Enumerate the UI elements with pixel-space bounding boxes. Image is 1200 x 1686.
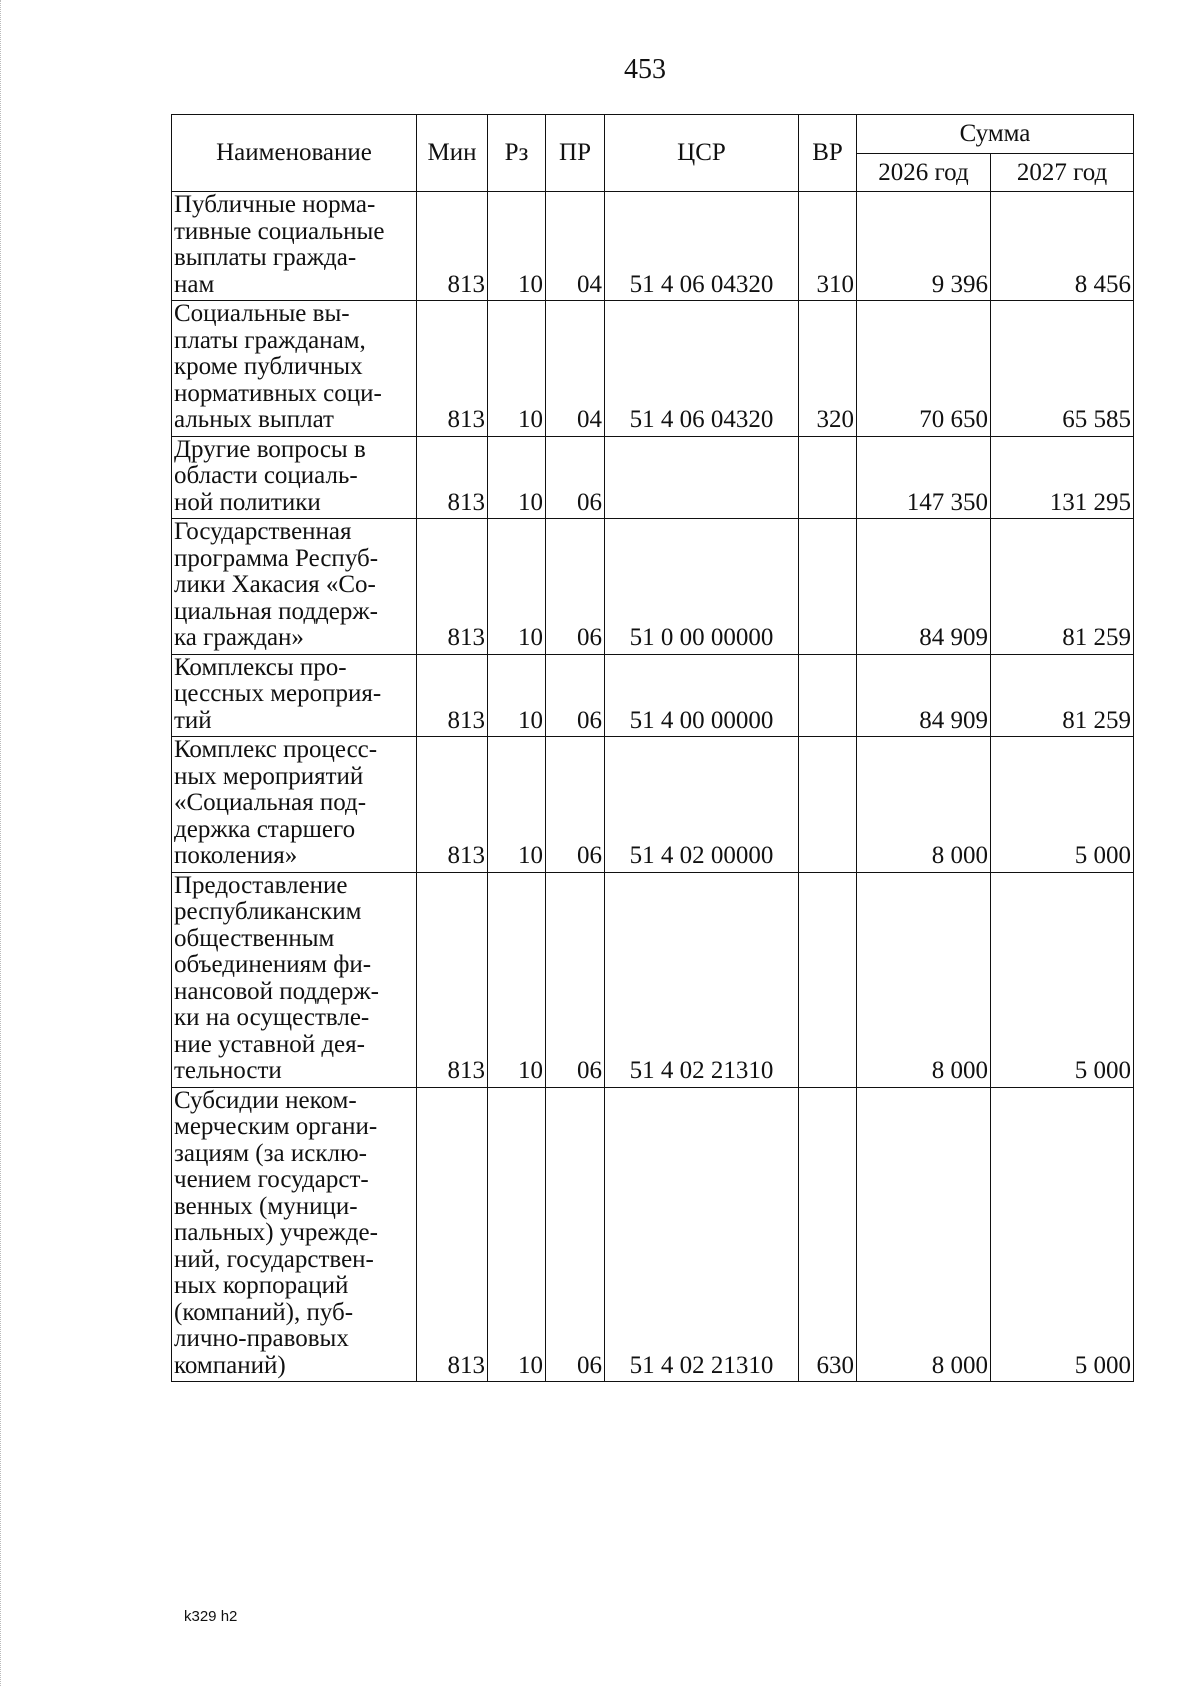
cell-name: Комплексы про- цессных мероприя- тий xyxy=(172,654,417,737)
cell-sum-2027: 65 585 xyxy=(991,301,1134,437)
budget-table xyxy=(171,114,1134,1382)
header-pr: ПР xyxy=(546,115,605,192)
cell-name: Другие вопросы в области социаль- ной политики xyxy=(172,436,417,519)
cell-name: Предоставление республиканским общественным объединениям фи- нансовой поддерж- ки на осуществле- ние уставной дея- тельности xyxy=(172,872,417,1087)
cell-vr xyxy=(799,654,857,737)
cell-sum-2026: 84 909 xyxy=(857,519,991,655)
table-row xyxy=(172,654,1134,737)
cell-rz: 10 xyxy=(488,436,546,519)
table-row xyxy=(172,301,1134,437)
cell-rz: 10 xyxy=(488,519,546,655)
cell-vr: 630 xyxy=(799,1087,857,1382)
cell-csr: 51 0 00 00000 xyxy=(605,519,799,655)
header-year-2026: 2026 год xyxy=(857,154,991,192)
cell-name: Государственная программа Респуб- лики Хакасия «Со- циальная поддерж- ка граждан» xyxy=(172,519,417,655)
cell-name: Публичные норма- тивные социальные выплаты гражда- нам xyxy=(172,192,417,301)
cell-min: 813 xyxy=(417,301,488,437)
cell-sum-2026: 84 909 xyxy=(857,654,991,737)
cell-csr: 51 4 00 00000 xyxy=(605,654,799,737)
cell-min: 813 xyxy=(417,192,488,301)
page-edge xyxy=(0,0,2,1686)
cell-pr: 06 xyxy=(546,1087,605,1382)
cell-pr: 06 xyxy=(546,436,605,519)
header-csr: ЦСР xyxy=(605,115,799,192)
cell-pr: 06 xyxy=(546,737,605,873)
cell-name: Социальные вы- платы гражданам, кроме публичных нормативных соци- альных выплат xyxy=(172,301,417,437)
footer-code: k329 h2 xyxy=(184,1608,238,1625)
cell-min: 813 xyxy=(417,654,488,737)
cell-vr xyxy=(799,737,857,873)
table-row xyxy=(172,737,1134,873)
cell-pr: 04 xyxy=(546,301,605,437)
cell-rz: 10 xyxy=(488,301,546,437)
header-year-2027: 2027 год xyxy=(991,154,1134,192)
header-rz: Рз xyxy=(488,115,546,192)
cell-min: 813 xyxy=(417,872,488,1087)
cell-rz: 10 xyxy=(488,872,546,1087)
table-row xyxy=(172,192,1134,301)
table-body xyxy=(172,192,1134,1382)
cell-sum-2026: 8 000 xyxy=(857,1087,991,1382)
cell-sum-2026: 70 650 xyxy=(857,301,991,437)
cell-sum-2027: 131 295 xyxy=(991,436,1134,519)
cell-min: 813 xyxy=(417,519,488,655)
header-vr: ВР xyxy=(799,115,857,192)
cell-vr: 310 xyxy=(799,192,857,301)
cell-sum-2027: 8 456 xyxy=(991,192,1134,301)
header-min: Мин xyxy=(417,115,488,192)
cell-sum-2026: 9 396 xyxy=(857,192,991,301)
cell-sum-2027: 81 259 xyxy=(991,519,1134,655)
cell-rz: 10 xyxy=(488,654,546,737)
cell-vr: 320 xyxy=(799,301,857,437)
table-row xyxy=(172,872,1134,1087)
page-number: 453 xyxy=(624,54,666,85)
cell-min: 813 xyxy=(417,436,488,519)
cell-vr xyxy=(799,436,857,519)
cell-name: Комплекс процесс- ных мероприятий «Социальная под- держка старшего поколения» xyxy=(172,737,417,873)
cell-min: 813 xyxy=(417,737,488,873)
cell-min: 813 xyxy=(417,1087,488,1382)
table-row xyxy=(172,1087,1134,1382)
cell-name: Субсидии неком- мерческим органи- зациям (за исклю- чением государст- венных (муници- пальных) учрежде- ний, государствен- ных корпораций (компаний), пуб- лично-правовых компаний) xyxy=(172,1087,417,1382)
cell-pr: 06 xyxy=(546,654,605,737)
cell-csr: 51 4 02 21310 xyxy=(605,1087,799,1382)
cell-sum-2026: 147 350 xyxy=(857,436,991,519)
cell-pr: 06 xyxy=(546,519,605,655)
cell-sum-2026: 8 000 xyxy=(857,737,991,873)
cell-sum-2027: 5 000 xyxy=(991,872,1134,1087)
cell-sum-2027: 5 000 xyxy=(991,1087,1134,1382)
table-row xyxy=(172,519,1134,655)
cell-csr: 51 4 06 04320 xyxy=(605,301,799,437)
table-header xyxy=(172,115,1134,192)
table-row xyxy=(172,436,1134,519)
cell-csr: 51 4 06 04320 xyxy=(605,192,799,301)
cell-csr xyxy=(605,436,799,519)
cell-sum-2027: 81 259 xyxy=(991,654,1134,737)
cell-rz: 10 xyxy=(488,1087,546,1382)
cell-sum-2027: 5 000 xyxy=(991,737,1134,873)
cell-rz: 10 xyxy=(488,192,546,301)
cell-sum-2026: 8 000 xyxy=(857,872,991,1087)
cell-rz: 10 xyxy=(488,737,546,873)
cell-csr: 51 4 02 21310 xyxy=(605,872,799,1087)
header-sum: Сумма xyxy=(857,115,1134,154)
cell-pr: 06 xyxy=(546,872,605,1087)
cell-pr: 04 xyxy=(546,192,605,301)
header-name: Наименование xyxy=(172,115,417,192)
cell-vr xyxy=(799,872,857,1087)
cell-csr: 51 4 02 00000 xyxy=(605,737,799,873)
cell-vr xyxy=(799,519,857,655)
